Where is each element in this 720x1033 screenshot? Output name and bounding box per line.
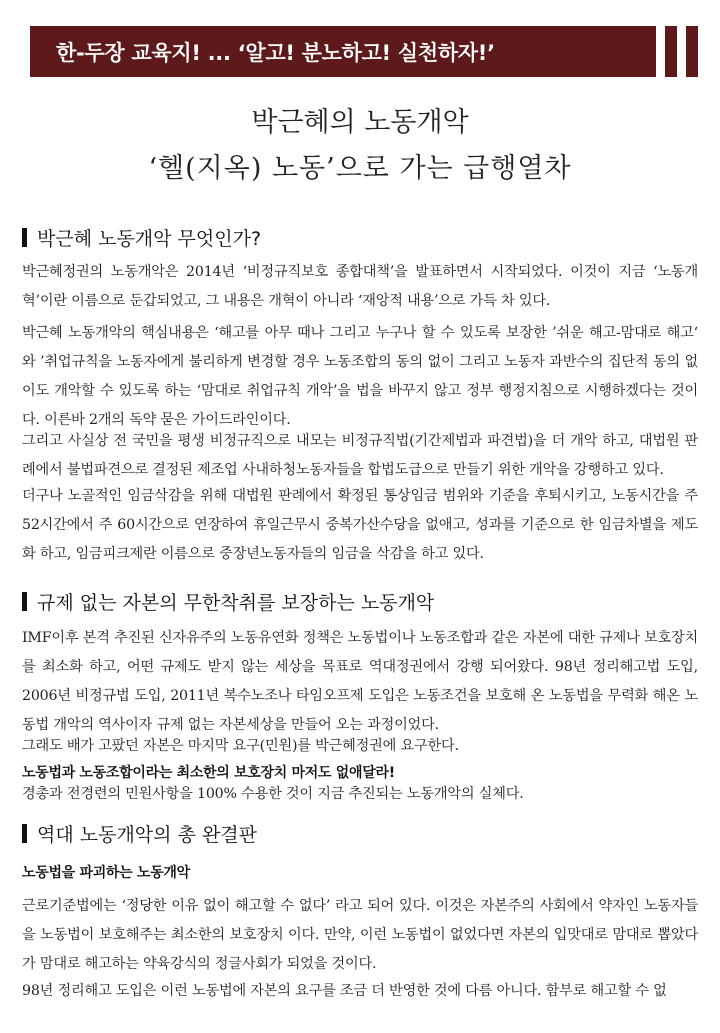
paragraph: IMF이후 본격 추진된 신자유주의 노동유연화 정책은 노동법이나 노동조합과 같은 자본에 대한 규제나 보호장치를 최소화 하고, 어떤 규제도 받지 않는 세상을 목표로 역대정권에서 강행 되어왔다. 98년 정리해고법 도입, 2006년 비정규법 도입, 2011년 복수노조나 타임오프제 도입은 노동조건을 보호해 온 노동법을 무력화 해온 노동법 개악의 역사이자 규제 없는 자본세상을 만들어 오는 과정이었다.	[22, 630, 698, 733]
banner-divider	[656, 26, 665, 77]
section-bullet-icon	[22, 824, 27, 843]
paragraph: 근로기준법에는 ‘정당한 이유 없이 해고할 수 없다’ 라고 되어 있다. 이것은 자본주의 사회에서 약자인 노동자들을 노동법이 보호해주는 최소한의 보호장치 이다. 만약, 이런 노동법이 없었다면 자본의 입맛대로 맘대로 뽑았다가 맘대로 해고하는 약육강식의 정글사회가 되었을 것이다.	[22, 898, 698, 972]
section-heading-text: 박근혜 노동개악 무엇인가?	[37, 228, 262, 250]
document-subtitle: ‘헬(지옥) 노동’으로 가는 급행열차	[148, 153, 572, 184]
paragraph: 98년 정리해고 도입은 이런 노동법에 자본의 요구를 조금 더 반영한 것에 다름 아니다. 함부로 해고할 수 없	[22, 983, 667, 999]
paragraph: 그리고 사실상 전 국민을 평생 비정규직으로 내모는 비정규직법(기간제법과 파견법)을 더 개악 하고, 대법원 판례에서 불법파견으로 결정된 제조업 사내하청노동자들을 합법도급으로 만들기 위한 개악을 강행하고 있다.	[22, 433, 698, 478]
banner-stripe	[665, 26, 677, 77]
header-banner	[30, 26, 698, 77]
section-bullet-icon	[22, 228, 27, 247]
section-bullet-icon	[22, 592, 27, 611]
paragraph-line: 경총과 전경련의 민원사항을 100% 수용한 것이 지금 추진되는 노동개악의 실체다.	[22, 786, 524, 802]
paragraph: 박근혜정권의 노동개악은 2014년 ‘비정규직보호 종합대책’을 발표하면서 시작되었다. 이것이 지금 ‘노동개혁’이란 이름으로 둔갑되었고, 그 내용은 개혁이 아니라 ‘재앙적 내용’으로 가득 차 있다.	[22, 264, 698, 309]
paragraph: 박근혜 노동개악의 핵심내용은 ‘해고를 아무 때나 그리고 누구나 할 수 있도록 보장한 ’쉬운 해고-맘대로 해고‘ 와 ’취업규칙을 노동자에게 불리하게 변경할 경우 노동조합의 동의 없이 그리고 노동자 과반수의 집단적 동의 없이도 개악할 수 있도록 하는 ‘맘대로 취업규칙 개악’을 법을 바꾸지 않고 정부 행정지침으로 시행하겠다는 것이다. 이른바 2개의 독약 묻은 가이드라인이다.	[22, 325, 698, 428]
section-heading-text: 규제 없는 자본의 무한착취를 보장하는 노동개악	[37, 592, 435, 614]
section-heading	[22, 224, 261, 251]
banner-stripe	[686, 26, 698, 77]
section-heading	[22, 820, 257, 847]
subheading: 노동법을 파괴하는 노동개악	[22, 865, 190, 881]
paragraph: 더구나 노골적인 임금삭감을 위해 대법원 판례에서 확정된 통상임금 범위와 기준을 후퇴시키고, 노동시간을 주 52시간에서 주 60시간으로 연장하여 휴일근무시 중복가산수당을 없애고, 성과를 기준으로 한 임금차별을 제도화 하고, 임금피크제란 이름으로 중장년노동자들의 임금을 삭감을 하고 있다.	[22, 488, 698, 562]
section-heading	[22, 588, 434, 615]
banner-divider	[677, 26, 686, 77]
banner-slogan: 한-두장 교육지! ... ‘알고! 분노하고! 실천하자!’	[56, 40, 495, 65]
paragraph-line: 그래도 배가 고팠던 자본은 마지막 요구(민원)를 박근혜정권에 요구한다.	[22, 738, 459, 754]
section-heading-text: 역대 노동개악의 총 완결판	[37, 824, 258, 846]
emphasis-line: 노동법과 노동조합이라는 최소한의 보호장치 마저도 없애달라!	[22, 765, 395, 781]
document-title: 박근혜의 노동개악	[251, 107, 469, 138]
